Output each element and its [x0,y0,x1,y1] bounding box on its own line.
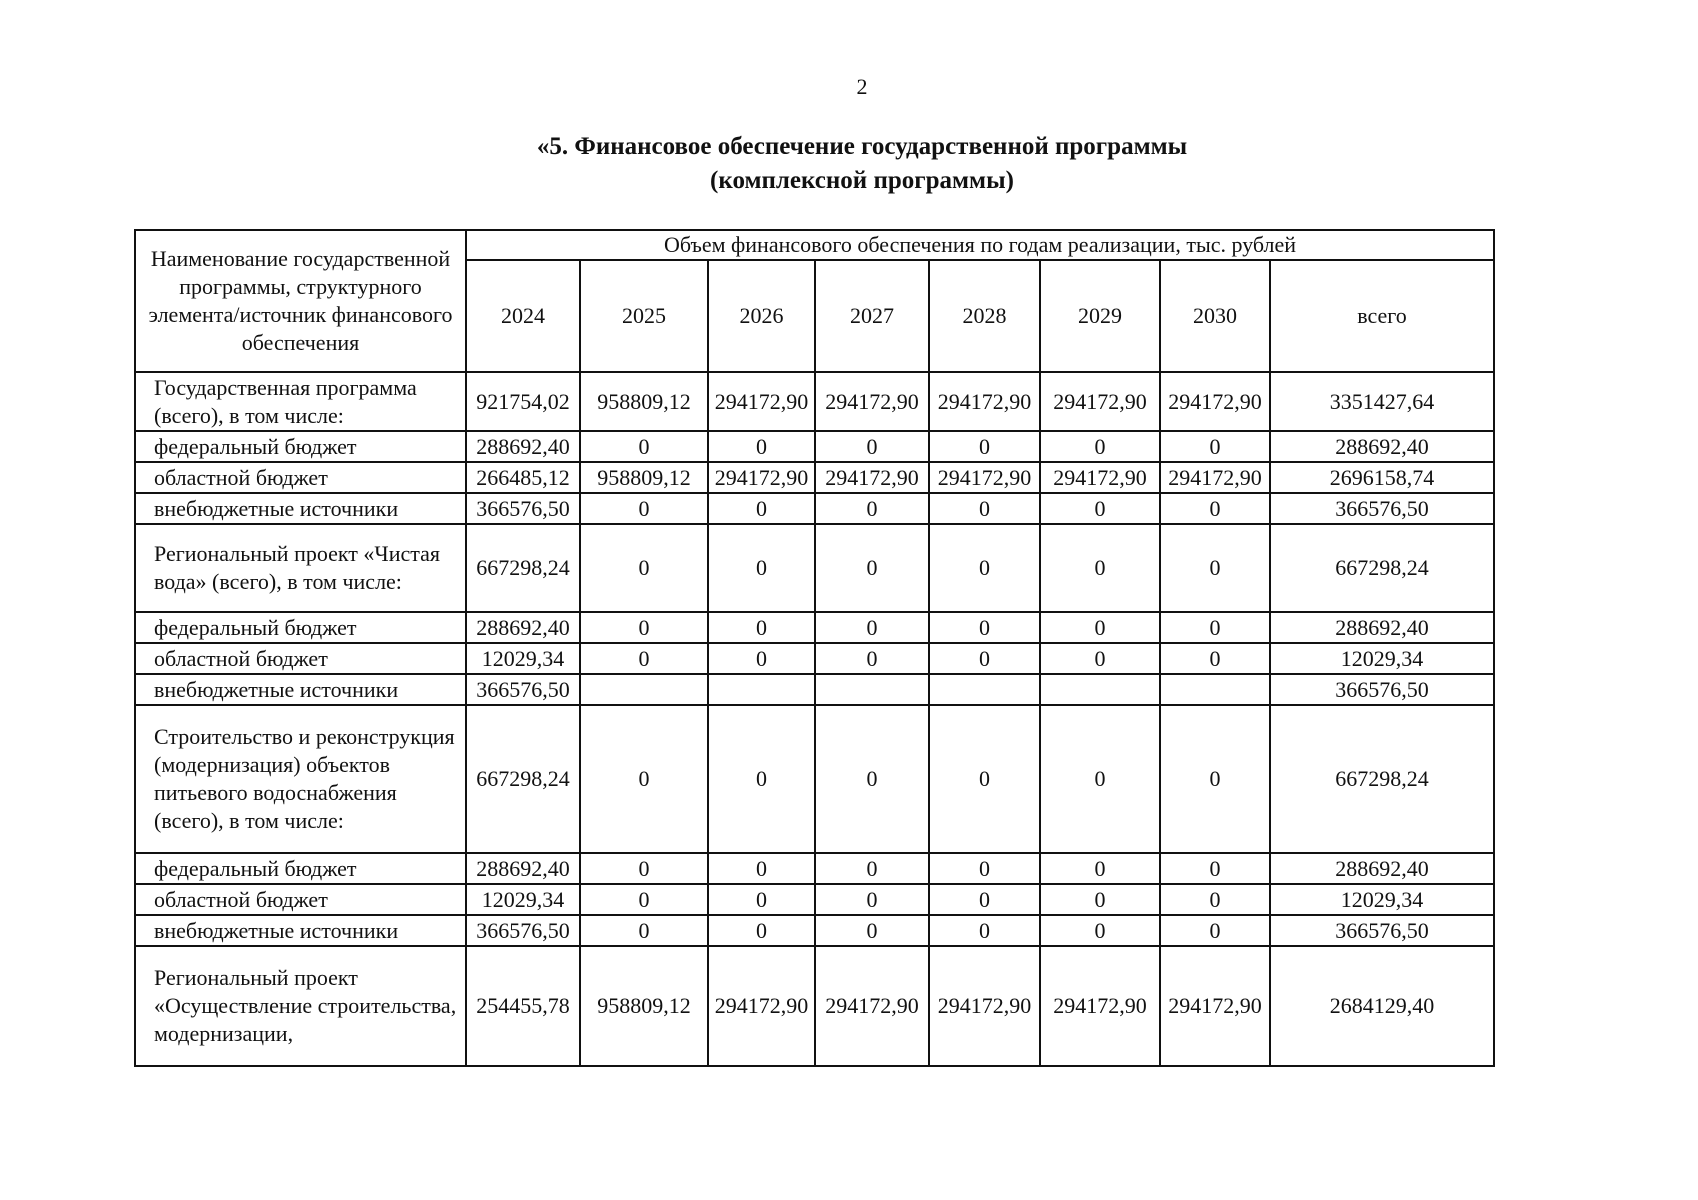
row-name-cell: областной бюджет [135,643,466,674]
value-cell: 921754,02 [466,372,580,431]
year-header-cell: 2027 [815,260,929,372]
year-header-cell: 2030 [1160,260,1270,372]
value-cell: 0 [929,431,1040,462]
value-cell: 0 [1160,493,1270,524]
total-value-cell: 667298,24 [1270,705,1494,853]
table-row [135,431,1494,462]
row-name-cell: федеральный бюджет [135,612,466,643]
value-cell: 0 [1160,431,1270,462]
value-cell: 294172,90 [815,372,929,431]
value-cell: 0 [815,884,929,915]
value-cell: 0 [580,853,708,884]
title-line-2: (комплексной программы) [710,167,1014,194]
value-cell: 0 [1160,853,1270,884]
value-cell: 0 [815,493,929,524]
table-row [135,372,1494,431]
value-cell: 0 [708,915,815,946]
table-row [135,705,1494,853]
value-cell: 958809,12 [580,372,708,431]
total-value-cell: 2696158,74 [1270,462,1494,493]
row-name-cell: внебюджетные источники [135,493,466,524]
value-cell: 294172,90 [1160,462,1270,493]
table-row [135,524,1494,612]
value-cell: 0 [929,643,1040,674]
value-cell [1160,674,1270,705]
value-cell: 0 [1040,643,1160,674]
value-cell: 294172,90 [1160,946,1270,1066]
value-cell: 0 [1160,612,1270,643]
value-cell: 0 [708,884,815,915]
value-cell: 294172,90 [1040,946,1160,1066]
value-cell: 0 [929,853,1040,884]
value-cell: 0 [708,705,815,853]
row-name-cell: внебюджетные источники [135,915,466,946]
table-row [135,462,1494,493]
total-value-cell: 366576,50 [1270,493,1494,524]
value-cell: 294172,90 [1160,372,1270,431]
total-value-cell: 288692,40 [1270,853,1494,884]
value-cell: 0 [708,853,815,884]
year-header-cell: 2026 [708,260,815,372]
row-name-cell: внебюджетные источники [135,674,466,705]
value-cell: 294172,90 [708,372,815,431]
value-cell: 0 [1160,705,1270,853]
row-name-cell: Строительство и реконструкция (модернизация) объектов питьевого водоснабжения (всего), в том числе: [135,705,466,853]
value-cell [815,674,929,705]
value-cell: 0 [1040,853,1160,884]
value-cell: 0 [929,915,1040,946]
title-line-1: «5. Финансовое обеспечение государственной программы [536,133,1188,160]
value-cell: 366576,50 [466,493,580,524]
value-cell: 294172,90 [708,946,815,1066]
value-cell: 0 [1040,612,1160,643]
value-cell: 12029,34 [466,884,580,915]
value-cell: 667298,24 [466,524,580,612]
value-cell: 0 [708,524,815,612]
value-cell: 294172,90 [929,946,1040,1066]
value-cell: 294172,90 [815,946,929,1066]
value-cell: 0 [580,431,708,462]
total-value-cell: 3351427,64 [1270,372,1494,431]
year-header-cell: 2024 [466,260,580,372]
value-cell: 294172,90 [1040,372,1160,431]
value-cell: 254455,78 [466,946,580,1066]
value-cell [580,674,708,705]
total-value-cell: 366576,50 [1270,915,1494,946]
value-cell: 288692,40 [466,431,580,462]
value-cell: 294172,90 [708,462,815,493]
funding-group-header: Объем финансового обеспечения по годам реализации, тыс. рублей [466,230,1494,260]
value-cell: 266485,12 [466,462,580,493]
total-value-cell: 288692,40 [1270,431,1494,462]
value-cell: 0 [1040,884,1160,915]
value-cell: 366576,50 [466,915,580,946]
year-header-cell: 2025 [580,260,708,372]
value-cell [1040,674,1160,705]
value-cell: 0 [1160,915,1270,946]
document-title [0,130,1698,198]
value-cell: 0 [929,612,1040,643]
value-cell: 0 [708,431,815,462]
table-row [135,612,1494,643]
row-name-cell: областной бюджет [135,884,466,915]
year-header-cell: 2029 [1040,260,1160,372]
value-cell: 288692,40 [466,612,580,643]
value-cell: 288692,40 [466,853,580,884]
value-cell: 0 [1160,643,1270,674]
year-header-cell: всего [1270,260,1494,372]
value-cell: 0 [580,493,708,524]
page-number: 2 [856,74,868,99]
value-cell: 0 [708,493,815,524]
total-value-cell: 288692,40 [1270,612,1494,643]
value-cell [708,674,815,705]
value-cell: 0 [580,705,708,853]
value-cell: 0 [1040,431,1160,462]
table-row [135,493,1494,524]
value-cell: 958809,12 [580,462,708,493]
table-row [135,884,1494,915]
value-cell: 0 [815,612,929,643]
value-cell: 0 [580,524,708,612]
value-cell: 958809,12 [580,946,708,1066]
value-cell: 0 [708,612,815,643]
total-value-cell: 12029,34 [1270,643,1494,674]
table-row [135,643,1494,674]
value-cell: 12029,34 [466,643,580,674]
value-cell: 0 [815,524,929,612]
value-cell: 0 [1040,493,1160,524]
value-cell: 0 [815,853,929,884]
value-cell: 0 [580,643,708,674]
table-row [135,946,1494,1066]
value-cell: 0 [815,705,929,853]
table-body [135,372,1494,1066]
value-cell: 294172,90 [929,372,1040,431]
value-cell: 0 [929,524,1040,612]
value-cell: 294172,90 [815,462,929,493]
value-cell: 0 [580,915,708,946]
value-cell: 0 [580,884,708,915]
row-name-cell: Региональный проект «Чистая вода» (всего), в том числе: [135,524,466,612]
value-cell: 0 [815,431,929,462]
value-cell: 0 [1160,884,1270,915]
total-value-cell: 366576,50 [1270,674,1494,705]
value-cell: 294172,90 [1040,462,1160,493]
row-name-cell: областной бюджет [135,462,466,493]
value-cell: 0 [815,915,929,946]
table-row [135,915,1494,946]
value-cell: 667298,24 [466,705,580,853]
value-cell: 0 [929,884,1040,915]
row-name-cell: Государственная программа (всего), в том числе: [135,372,466,431]
value-cell: 0 [929,705,1040,853]
value-cell: 0 [1040,705,1160,853]
value-cell: 0 [1040,915,1160,946]
row-name-cell: федеральный бюджет [135,853,466,884]
value-cell: 0 [1160,524,1270,612]
table-row [135,674,1494,705]
value-cell: 0 [1040,524,1160,612]
table-row [135,853,1494,884]
value-cell: 0 [708,643,815,674]
financing-table [134,229,1495,1067]
value-cell: 366576,50 [466,674,580,705]
value-cell [929,674,1040,705]
year-header-cell: 2028 [929,260,1040,372]
table-header [135,230,1494,372]
total-value-cell: 12029,34 [1270,884,1494,915]
value-cell: 0 [580,612,708,643]
total-value-cell: 667298,24 [1270,524,1494,612]
total-value-cell: 2684129,40 [1270,946,1494,1066]
value-cell: 0 [815,643,929,674]
name-column-header: Наименование государственной программы, структурного элемента/источник финансового обеспечения [135,230,466,372]
value-cell: 0 [929,493,1040,524]
row-name-cell: Региональный проект «Осуществление строительства, модернизации, [135,946,466,1066]
value-cell: 294172,90 [929,462,1040,493]
row-name-cell: федеральный бюджет [135,431,466,462]
